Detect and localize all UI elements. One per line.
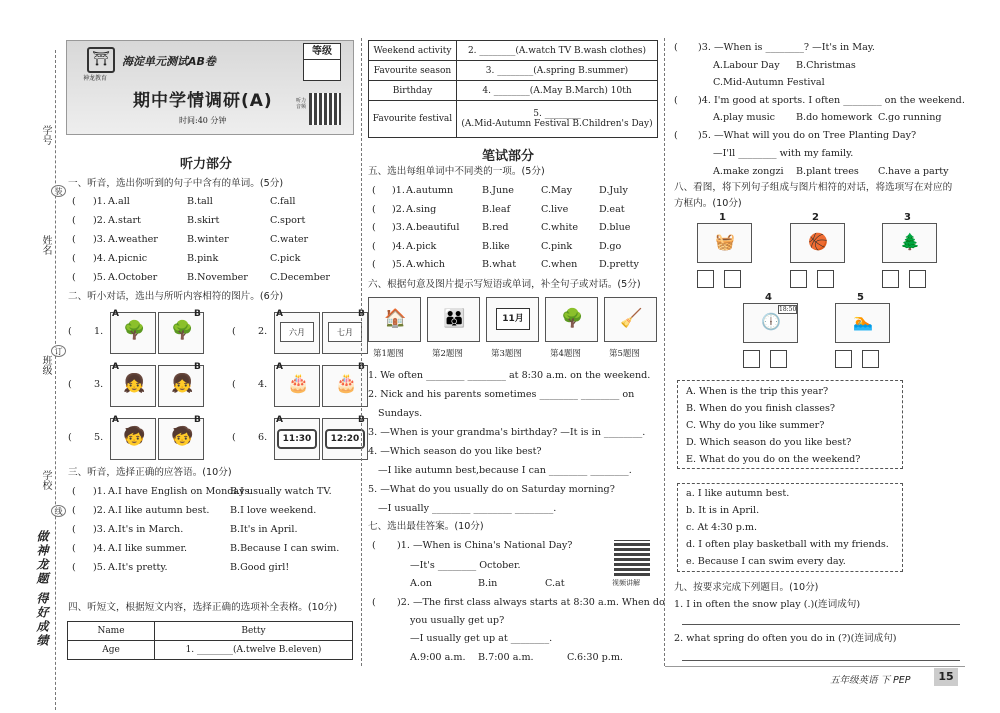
q4-text: )4. I'm good at sports. I often ________ on the weekend.	[698, 95, 965, 106]
paren: (	[68, 432, 72, 443]
paren: (	[72, 562, 76, 573]
pic-number: 3	[904, 212, 911, 223]
row-key: Weekend activity	[369, 41, 457, 61]
paren: (	[68, 379, 72, 390]
pic-label-b: B	[358, 309, 365, 319]
option-c: C.live	[541, 203, 569, 215]
option-b: B.It's in April.	[230, 524, 298, 535]
option-a: A.start	[108, 215, 141, 226]
paren: (	[232, 432, 236, 443]
seal-mark-2: 订	[51, 345, 66, 357]
paren: (	[72, 486, 76, 497]
answer-square	[790, 270, 807, 288]
scene-icon: 🧺	[715, 232, 735, 251]
q4-opt-b: B.do homework	[796, 112, 873, 123]
brand-text: 海淀单元测试AB卷	[122, 55, 216, 68]
item-no: )3.	[93, 234, 106, 245]
option-b: B.red	[482, 222, 509, 233]
answer-item: a. I like autumn best.	[686, 488, 790, 499]
time-label: 时间:40 分钟	[179, 116, 227, 125]
sentence-line: —I like autumn best,because I can ________ ________.	[378, 465, 632, 476]
item-no: )4.	[93, 253, 106, 264]
q1-blank: —It's ________ October.	[410, 560, 521, 571]
q3-opt-c: C.Mid-Autumn Festival	[713, 77, 825, 88]
grade-label: 等级	[304, 44, 340, 60]
pic-number: 1	[719, 212, 726, 223]
q5-opt-b: B.plant trees	[796, 166, 859, 177]
option-d: D.pretty	[599, 259, 639, 270]
figure-icon: 🌳	[171, 320, 194, 341]
s9-title: 九、按要求完成下列题目。(10分)	[674, 582, 819, 593]
option-c: C.water	[270, 234, 309, 245]
answer-line-2	[682, 660, 960, 661]
s8-title: 八、看图，将下列句子组成与图片相符的对话，将选项写在对应的	[674, 182, 953, 193]
scene-icon: 🧹	[620, 308, 643, 329]
sentence-line: 4. —Which season do you like best?	[368, 446, 542, 457]
q2-line2: you usually get up?	[410, 615, 505, 626]
s4-table-a	[67, 621, 353, 660]
answer-item: b. It is in April.	[686, 505, 760, 516]
col-name: Name	[68, 622, 155, 641]
writing-heading: 笔试部分	[482, 149, 535, 164]
question-item: D. Which season do you like best?	[686, 437, 852, 448]
paren: (	[72, 272, 76, 283]
item-no: )5.	[93, 272, 106, 283]
q1-opt-b: B.in	[478, 578, 498, 589]
s3-title: 三、听音，选择正确的应答语。(10分)	[68, 467, 232, 478]
option-a: A.pick	[406, 240, 437, 252]
answer-square	[724, 270, 741, 288]
calendar-icon: 11月	[496, 308, 530, 330]
q1-opt-a: A.on	[410, 578, 432, 589]
scene-icon: 👪	[443, 308, 466, 329]
option-a: A.sing	[406, 203, 437, 215]
sentence-line: 5. —What do you usually do on Saturday morning?	[368, 484, 615, 495]
sentence-line: 1. We often ________ ________ at 8:30 a.m. on the weekend.	[368, 370, 651, 381]
q2-opt-a: A.9:00 a.m.	[410, 652, 466, 663]
school-label: 学校	[40, 470, 51, 490]
s4-title: 四、听短文，根据短文内容，选择正确的选项补全表格。(10分)	[68, 602, 338, 613]
answer-item: e. Because I can swim every day.	[686, 556, 846, 567]
slogan: 做神龙题 得好成绩	[35, 530, 49, 649]
q1-text: )1. —When is China's National Day?	[397, 540, 573, 551]
option-c: C.pink	[541, 240, 573, 252]
pic-number: 2	[812, 212, 819, 223]
figure-icon: 🧒	[171, 426, 194, 447]
q3-opt-a: A.Labour Day	[713, 60, 780, 71]
option-c: C.fall	[270, 196, 296, 207]
paren: (	[72, 253, 76, 264]
s4-table-b	[368, 40, 658, 138]
item-no: )1.	[392, 185, 405, 196]
pic-label-b: B	[358, 362, 365, 372]
item-no: 5.	[94, 432, 104, 443]
item-no: )2.	[93, 505, 106, 516]
picture-caption: 第1题图	[373, 349, 404, 359]
q4-opt-c: C.go running	[878, 112, 942, 123]
option-c: C.when	[541, 259, 578, 270]
figure-icon: 👧	[123, 373, 146, 394]
option-b: B.leaf	[482, 203, 511, 215]
item-no: )1.	[93, 196, 106, 207]
item-no: )5.	[93, 562, 106, 573]
question-item: B. When do you finish classes?	[686, 403, 836, 414]
answer-square	[770, 350, 787, 368]
item-no: )3.	[93, 524, 106, 535]
pic-label-a: A	[276, 415, 283, 425]
s2-title: 二、听小对话，选出与所听内容相符的图片。(6分)	[68, 291, 284, 302]
item-no: )2.	[392, 203, 405, 215]
option-a: A.weather	[108, 234, 158, 245]
fold-line	[55, 50, 56, 710]
scene-icon: 🌲	[900, 232, 920, 251]
grade-box	[303, 43, 341, 81]
s9-q2: 2. what spring do often you do in (?)(连词成句)	[674, 633, 897, 644]
sentence-line: 3. —When is your grandma's birthday? —It is in ________.	[368, 427, 646, 438]
scene-icon: 🏊	[853, 312, 873, 331]
logo: ⛩	[87, 47, 115, 73]
class-label: 班级	[40, 355, 51, 375]
option-b: B.what	[482, 259, 517, 270]
paren: (	[232, 379, 236, 390]
item-no: )4.	[392, 240, 405, 252]
item-no: )4.	[93, 543, 106, 554]
option-b: B.I love weekend.	[230, 505, 317, 516]
pic-label-b: B	[194, 309, 201, 319]
festival-blank: 5. ________	[533, 109, 581, 119]
answer-item: c. At 4:30 p.m.	[686, 522, 758, 533]
seal-mark-3: 线	[51, 505, 66, 517]
option-d: D.go	[599, 240, 622, 252]
qr-label: 听力音频	[296, 98, 307, 110]
student-no-label: 学号	[40, 125, 51, 145]
q2-paren: (	[372, 597, 376, 608]
q4-paren: (	[674, 95, 678, 106]
figure-icon: 🎂	[287, 373, 310, 394]
pic-label-a: A	[112, 415, 119, 425]
sentence-line: —I usually ________ ________ ________.	[378, 503, 557, 514]
option-a: A.I like summer.	[108, 543, 188, 554]
paren: (	[372, 222, 376, 233]
paren: (	[72, 196, 76, 207]
pic-label-a: A	[112, 362, 119, 372]
option-a: A.I have English on Mondays.	[108, 486, 253, 497]
option-c: C.white	[541, 222, 579, 233]
qr-code	[309, 93, 341, 125]
item-no: )2.	[93, 215, 106, 226]
q2-opt-c: C.6:30 p.m.	[567, 652, 623, 663]
month-card: 六月	[280, 322, 314, 342]
q5-line2: —I'll ________ with my family.	[713, 148, 854, 159]
q1-paren: (	[372, 540, 376, 551]
answer-item: d. I often play basketball with my friends.	[686, 539, 889, 550]
option-a: A.which	[406, 259, 445, 270]
paren: (	[72, 234, 76, 245]
item-no: )5.	[392, 259, 405, 270]
q3-paren: (	[674, 42, 678, 53]
q3-opt-b: B.Christmas	[796, 60, 856, 71]
item-no: 4.	[258, 379, 268, 390]
paren: (	[72, 215, 76, 226]
item-no: )3.	[392, 222, 405, 233]
s1-title: 一、听音，选出你听到的句子中含有的单词。(5分)	[68, 178, 284, 189]
question-item: A. When is the trip this year?	[686, 386, 829, 397]
answer-square	[862, 350, 879, 368]
answer-square	[743, 350, 760, 368]
option-a: A.It's pretty.	[108, 562, 168, 573]
row-val: 4. ________(A.May B.March) 10th	[457, 81, 658, 101]
option-b: B.Good girl!	[230, 562, 290, 573]
s9-q1: 1. I in often the snow play (.)(连词成句)	[674, 599, 861, 610]
option-c: C.May	[541, 185, 573, 196]
clock-face: 12:20	[325, 429, 365, 449]
row-val: 1. ________(A.twelve B.eleven)	[155, 641, 353, 660]
question-item: E. What do you do on the weekend?	[686, 454, 861, 465]
answer-square	[909, 270, 926, 288]
option-c: C.December	[270, 272, 330, 283]
clock-face: 11:30	[277, 429, 317, 449]
paren: (	[232, 326, 236, 337]
clock-sign: 18:50	[779, 306, 797, 313]
answer-square	[882, 270, 899, 288]
item-no: 1.	[94, 326, 104, 337]
qr-code-video	[614, 540, 650, 576]
s8-title-2: 方框内。(10分)	[674, 198, 742, 209]
figure-icon: 👧	[171, 373, 194, 394]
q2-opt-b: B.7:00 a.m.	[478, 652, 534, 663]
answer-square	[697, 270, 714, 288]
option-b: B.November	[187, 272, 248, 283]
option-d: D.blue	[599, 222, 631, 233]
option-b: B.Because I can swim.	[230, 543, 340, 554]
scene-icon: 🏠	[384, 308, 407, 329]
answer-line-1	[682, 624, 960, 625]
footer-bar	[665, 666, 965, 688]
festival-options: (A.Mid-Autumn Festival B.Children's Day)	[461, 119, 653, 129]
option-a: A.October	[108, 272, 158, 283]
col-betty: Betty	[155, 622, 353, 641]
row-key: Favourite festival	[369, 101, 457, 138]
picture-caption: 第2题图	[432, 349, 463, 359]
q4-opt-a: A.play music	[713, 112, 776, 123]
option-a: A.beautiful	[406, 222, 460, 233]
q2-line3: —I usually get up at ________.	[410, 633, 553, 644]
option-a: A.It's in March.	[108, 524, 184, 535]
paren: (	[72, 543, 76, 554]
s5-title: 五、选出每组单词中不同类的一项。(5分)	[368, 166, 545, 177]
paren: (	[372, 203, 376, 215]
option-a: A.autumn	[406, 185, 454, 196]
row-key: Favourite season	[369, 61, 457, 81]
publisher-label: 神龙教育	[83, 75, 108, 82]
sentence-line: Sundays.	[378, 408, 423, 419]
figure-icon: 🎂	[335, 373, 358, 394]
option-b: B.pink	[187, 253, 219, 264]
paren: (	[372, 185, 376, 196]
question-item: C. Why do you like summer?	[686, 420, 825, 431]
paren: (	[372, 240, 376, 252]
pic-number: 5	[857, 292, 864, 303]
column-divider-2	[664, 38, 665, 666]
pic-number: 4	[765, 292, 772, 303]
picture-caption: 第3题图	[491, 349, 522, 359]
item-no: 2.	[258, 326, 268, 337]
s6-title: 六、根据句意及图片提示写短语或单词，补全句子或对话。(5分)	[368, 279, 641, 290]
seal-mark: 装	[51, 185, 66, 197]
option-a: A.I like autumn best.	[108, 505, 210, 516]
q1-opt-c: C.at	[545, 578, 565, 589]
option-d: D.eat	[599, 203, 625, 215]
scene-icon: 🏀	[808, 232, 828, 251]
q5-text: )5. —What will you do on Tree Planting Day?	[698, 130, 917, 141]
pic-label-b: B	[194, 362, 201, 372]
item-no: 3.	[94, 379, 104, 390]
q3-text: )3. —When is ________? —It's in May.	[698, 42, 875, 53]
q5-paren: (	[674, 130, 678, 141]
name-label: 姓名	[40, 235, 51, 255]
option-a: A.all	[108, 196, 130, 207]
answer-square	[835, 350, 852, 368]
q5-opt-c: C.have a party	[878, 166, 949, 177]
row-val: 2. ________(A.watch TV B.wash clothes)	[457, 41, 658, 61]
picture-caption: 第5题图	[609, 349, 640, 359]
column-divider	[361, 38, 362, 666]
option-b: B.like	[482, 240, 510, 252]
option-b: B.I usually watch TV.	[230, 486, 332, 497]
paren: (	[72, 505, 76, 516]
q5-opt-a: A.make zongzi	[713, 166, 784, 177]
figure-icon: 🌳	[123, 320, 146, 341]
option-b: B.June	[482, 185, 514, 196]
header-banner	[66, 40, 354, 135]
pic-label-a: A	[112, 309, 119, 319]
row-val: 3. ________(A.spring B.summer)	[457, 61, 658, 81]
scene-icon: 🕕	[761, 312, 781, 331]
pic-label-a: A	[276, 362, 283, 372]
sentence-line: 2. Nick and his parents sometimes ________ ________ on	[368, 389, 635, 400]
answer-square	[817, 270, 834, 288]
paren: (	[372, 259, 376, 270]
pic-label-a: A	[276, 309, 283, 319]
item-no: )1.	[93, 486, 106, 497]
row-val	[457, 101, 658, 138]
s7-title: 七、选出最佳答案。(10分)	[368, 521, 484, 532]
page-number: 15	[934, 668, 958, 686]
scene-icon: 🌳	[561, 308, 584, 329]
option-b: B.tall	[187, 196, 213, 207]
row-key: Age	[68, 641, 155, 660]
option-b: B.skirt	[187, 215, 220, 226]
option-a: A.picnic	[108, 253, 148, 264]
paren: (	[72, 524, 76, 535]
option-b: B.winter	[187, 234, 229, 245]
item-no: 6.	[258, 432, 268, 443]
pic-label-b: B	[194, 415, 201, 425]
figure-icon: 🧒	[123, 426, 146, 447]
month-card: 七月	[328, 322, 362, 342]
row-key: Birthday	[369, 81, 457, 101]
picture-caption: 第4题图	[550, 349, 581, 359]
option-c: C.pick	[270, 253, 301, 264]
option-d: D.July	[599, 185, 628, 196]
q2-text: )2. —The first class always starts at 8:30 a.m. When do	[397, 597, 665, 608]
listening-heading: 听力部分	[180, 157, 233, 172]
pic-label-b: B	[358, 415, 365, 425]
footer-label: 五年级英语 下 PEP	[830, 675, 911, 686]
paren: (	[68, 326, 72, 337]
page-title: 期中学情调研(A)	[133, 91, 273, 111]
option-c: C.sport	[270, 215, 306, 226]
qr-video-label: 视频讲解	[612, 579, 640, 587]
